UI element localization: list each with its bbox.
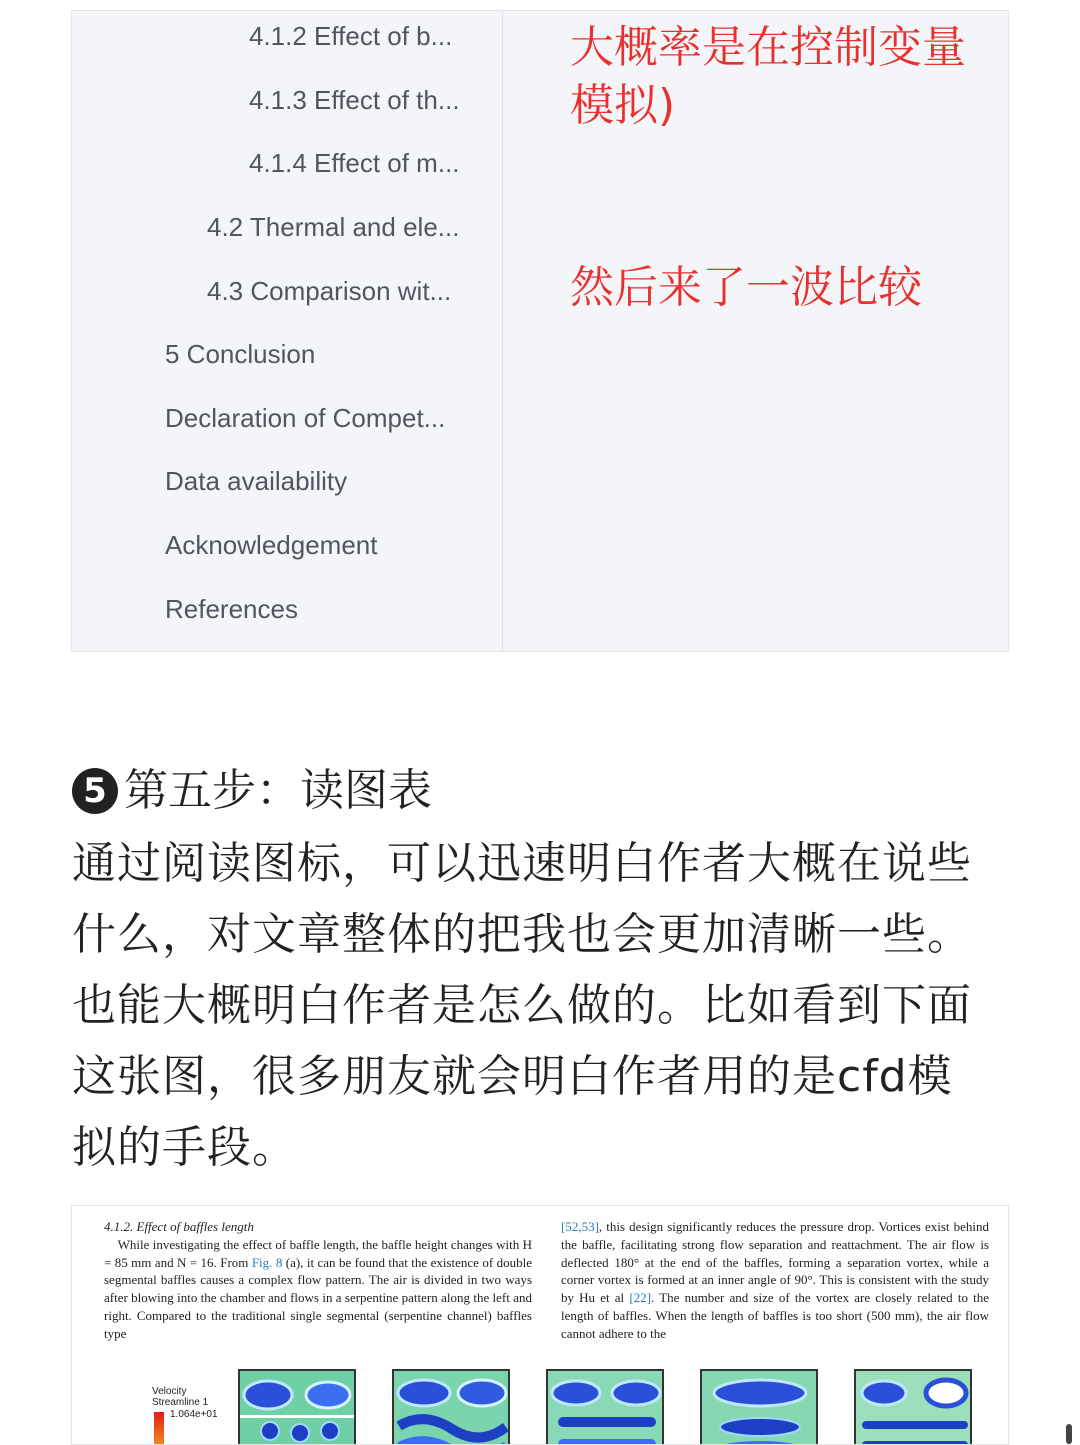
annotation-note-2: 然后来了一波比较 <box>570 262 922 313</box>
cfd-panel-3 <box>546 1369 664 1445</box>
toc-item-acknowledgement[interactable]: Acknowledgement <box>165 530 378 560</box>
step-heading <box>72 760 432 822</box>
page-scrollbar[interactable] <box>1066 1424 1072 1444</box>
toc-list <box>72 11 503 651</box>
paper-left-column <box>104 1218 532 1343</box>
toc-item-declaration[interactable]: Declaration of Compet... <box>165 403 446 433</box>
step-title: 第五步：读图表 <box>124 765 432 816</box>
cfd-panel-1 <box>238 1369 356 1445</box>
paper-right-column: [52,53], this design significantly reduces the pressure drop. Vortices exist behind the baffle, facilitating strong flow separation and reattachment. The air flow is deflected 180° at the end of the baffles, forming a separation vortex, while a corner vortex is formed at an inner angle of 90°. This is consistent with the study by Hu et al [22]. The number and size of the vortex are closely related to the length of baffles. When the length of baffles is too short (500 mm), the air flow cannot adhere to the <box>561 1219 990 1341</box>
toc-item-4-1-2[interactable]: 4.1.2 Effect of b... <box>249 21 453 51</box>
cfd-panel-4 <box>700 1369 818 1445</box>
toc-item-4-1-3[interactable]: 4.1.3 Effect of th... <box>249 85 460 115</box>
cfd-panel-2 <box>392 1369 510 1445</box>
toc-item-data-availability[interactable]: Data availability <box>165 466 348 496</box>
legend-max-value: 1.064e+01 <box>170 1409 218 1420</box>
paper-left-text: While investigating the effect of baffle length, the baffle height changes with H = 85 mm and N = 16. From Fig. 8 (a), it can be found that the existence of double segmental baffles causes a complex flow pattern. The air is divided in two ways after blowing into the chamber and flows in a serpentine pattern along the left and right. Compared to the traditional single segmental (serpentine channel) baffles type <box>104 1236 532 1341</box>
ref-22-link[interactable]: [22] <box>629 1290 652 1306</box>
paper-section-heading: 4.1.2. Effect of baffles length <box>104 1219 254 1234</box>
step-number-badge: 5 <box>72 768 118 814</box>
article-paragraph: 通过阅读图标，可以迅速明白作者大概在说些什么，对文章整体的把我也会更加清晰一些。也能大概明白作者是怎么做的。比如看到下面这张图，很多朋友就会明白作者用的是cfd模拟的手段。 <box>72 838 972 1173</box>
toc-item-4-2[interactable]: 4.2 Thermal and ele... <box>207 212 460 242</box>
cfd-panel-5 <box>854 1369 972 1445</box>
toc-item-conclusion[interactable]: 5 Conclusion <box>165 339 316 369</box>
toc-screenshot <box>71 10 1009 652</box>
legend-color-bar <box>154 1412 164 1445</box>
fig-8-link[interactable]: Fig. 8 <box>251 1254 283 1270</box>
ref-52-53-link[interactable]: [52,53] <box>561 1219 599 1234</box>
toc-item-4-3[interactable]: 4.3 Comparison wit... <box>207 276 452 306</box>
annotation-note-1: 大概率是在控制变量模拟) <box>570 22 966 131</box>
toc-item-4-1-4[interactable]: 4.1.4 Effect of m... <box>249 148 460 178</box>
paper-screenshot <box>71 1205 1009 1445</box>
toc-item-references[interactable]: References <box>165 594 298 624</box>
velocity-legend: Velocity Streamline 1 <box>152 1386 209 1408</box>
